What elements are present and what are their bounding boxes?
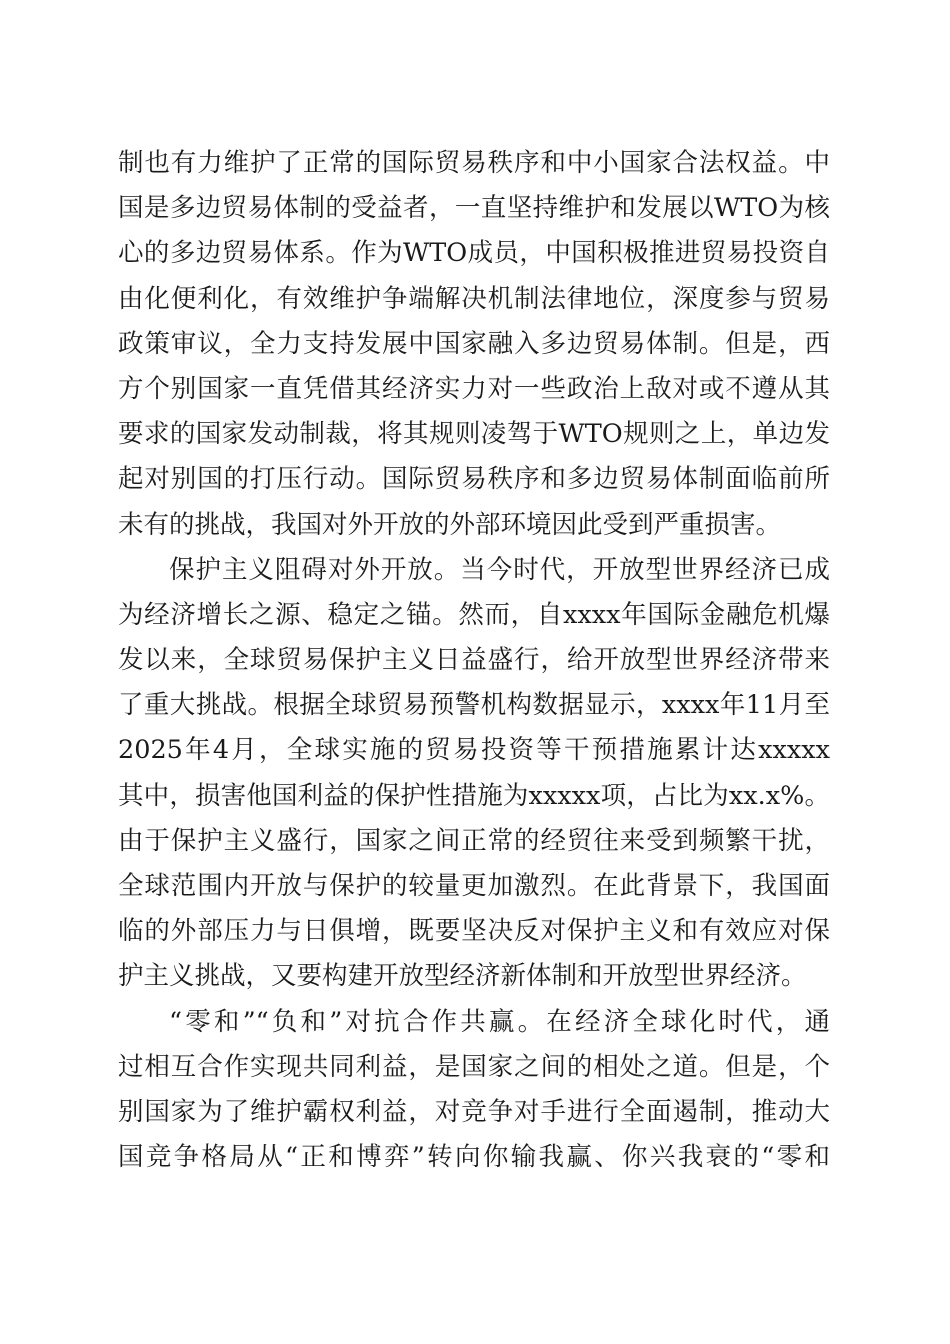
paragraph-first-line: 保护主义阻碍对外开放。当今时代，开放型世界经济已成 (169, 554, 830, 585)
text-line: 临的外部压力与日俱增，既要坚决反对保护主义和有效应对保 (118, 916, 830, 947)
text-line: 过相互合作实现共同利益，是国家之间的相处之道。但是，个 (118, 1051, 830, 1082)
text-line: 国是多边贸易体制的受益者，一直坚持维护和发展以WTO为核 (118, 193, 830, 224)
body-text (118, 141, 830, 1180)
text-line: 未有的挑战，我国对外开放的外部环境因此受到严重损害。 (118, 509, 782, 540)
text-line: 其中，损害他国利益的保护性措施为xxxxx项，占比为xx.x%。 (118, 780, 830, 811)
text-line: 由化便利化，有效维护争端解决机制法律地位，深度参与贸易 (118, 283, 830, 314)
paragraph-first-line: “零和”“负和”对抗合作共赢。在经济全球化时代，通 (169, 1006, 830, 1037)
text-line: 2025年4月，全球实施的贸易投资等干预措施累计达xxxxx (118, 735, 830, 766)
text-line: 发以来，全球贸易保护主义日益盛行，给开放型世界经济带来 (118, 645, 830, 676)
text-line: 国竞争格局从“正和博弈”转向你输我赢、你兴我衰的“零和 (118, 1142, 830, 1173)
text-line: 护主义挑战，又要构建开放型经济新体制和开放型世界经济。 (118, 961, 807, 992)
text-line: 方个别国家一直凭借其经济实力对一些政治上敌对或不遵从其 (118, 373, 830, 404)
text-line: 政策审议，全力支持发展中国家融入多边贸易体制。但是，西 (118, 328, 830, 359)
text-line: 起对别国的打压行动。国际贸易秩序和多边贸易体制面临前所 (118, 464, 830, 495)
text-line: 全球范围内开放与保护的较量更加激烈。在此背景下，我国面 (118, 871, 830, 901)
text-line: 由于保护主义盛行，国家之间正常的经贸往来受到频繁干扰， (118, 825, 830, 856)
text-line: 别国家为了维护霸权利益，对竞争对手进行全面遏制，推动大 (118, 1096, 830, 1127)
text-line: 了重大挑战。根据全球贸易预警机构数据显示，xxxx年11月至 (118, 690, 830, 721)
text-line: 要求的国家发动制裁，将其规则凌驾于WTO规则之上，单边发 (118, 419, 830, 450)
text-line: 为经济增长之源、稳定之锚。然而，自xxxx年国际金融危机爆 (118, 599, 830, 630)
text-line: 制也有力维护了正常的国际贸易秩序和中小国家合法权益。中 (118, 148, 830, 178)
text-line: 心的多边贸易体系。作为WTO成员，中国积极推进贸易投资自 (118, 238, 830, 269)
